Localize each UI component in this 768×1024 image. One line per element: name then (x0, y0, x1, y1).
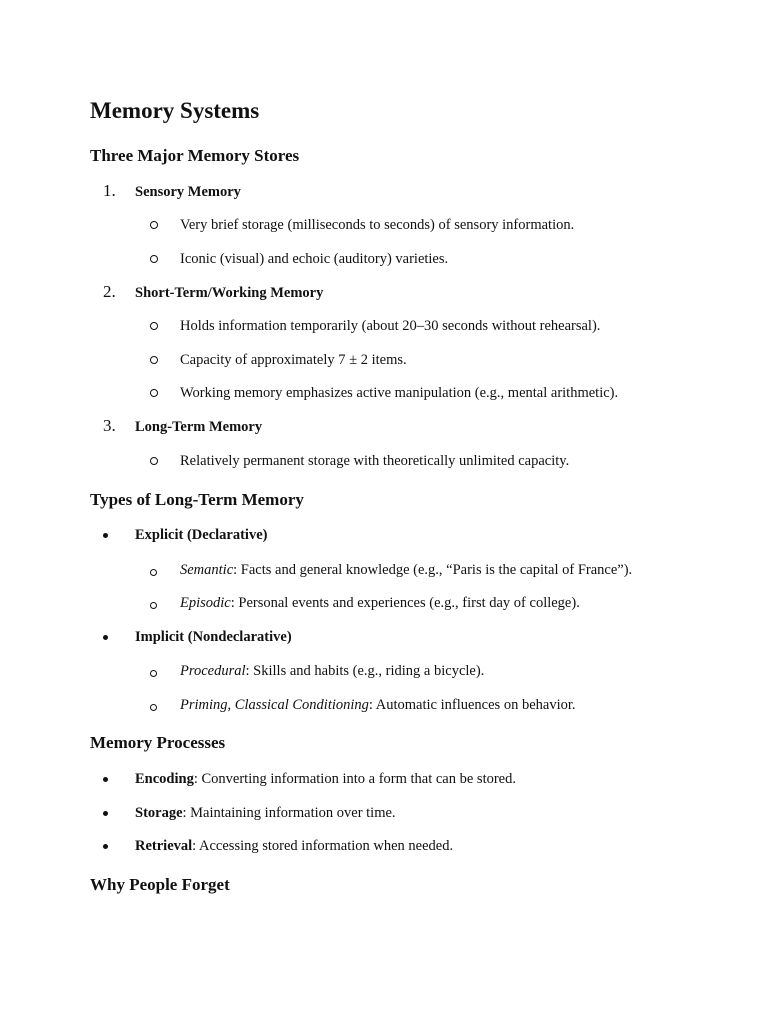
circle-bullet-icon (150, 322, 158, 330)
list-item-label: Sensory Memory (135, 184, 241, 200)
list-item (135, 772, 516, 787)
circle-bullet-icon (150, 255, 158, 263)
circle-bullet-icon (150, 389, 158, 397)
list-item: Very brief storage (milliseconds to seconds) of sensory information. (180, 217, 575, 233)
definition: : Accessing stored information when needed. (192, 838, 454, 854)
definition: : Personal events and experiences (e.g., first day of college). (230, 595, 580, 611)
list-item (135, 839, 453, 854)
list-item-label: Long-Term Memory (135, 419, 263, 435)
term: Storage (135, 805, 183, 821)
section-heading-stores: Three Major Memory Stores (90, 146, 300, 165)
definition: : Maintaining information over time. (182, 805, 396, 821)
definition: : Converting information into a form that can be stored. (193, 771, 516, 787)
bullet-icon (103, 533, 108, 538)
term: Semantic (180, 562, 234, 578)
term: Episodic (180, 595, 231, 611)
list-number: 2. (103, 282, 116, 301)
term: Retrieval (135, 838, 193, 854)
circle-bullet-icon (150, 569, 157, 576)
list-item (135, 806, 396, 821)
page-title: Memory Systems (90, 98, 260, 123)
list-item: Holds information temporarily (about 20–30 seconds without rehearsal). (180, 318, 601, 334)
list-item: Iconic (visual) and echoic (auditory) varieties. (180, 251, 449, 267)
list-item: Working memory emphasizes active manipulation (e.g., mental arithmetic). (180, 385, 619, 401)
section-heading-forget: Why People Forget (90, 875, 230, 894)
list-number: 3. (103, 416, 116, 435)
circle-bullet-icon (150, 356, 158, 364)
bullet-icon (103, 635, 108, 640)
circle-bullet-icon (150, 602, 157, 609)
definition: : Skills and habits (e.g., riding a bicycle). (245, 663, 485, 679)
list-item (180, 596, 580, 611)
circle-bullet-icon (150, 670, 157, 677)
circle-bullet-icon (150, 457, 158, 465)
term: Priming, Classical Conditioning (180, 697, 369, 713)
circle-bullet-icon (150, 704, 157, 711)
section-heading-processes: Memory Processes (90, 733, 226, 752)
bullet-icon (103, 777, 108, 782)
term: Encoding (135, 771, 194, 787)
list-item (180, 664, 484, 679)
list-item (180, 563, 632, 578)
term: Procedural (180, 663, 246, 679)
bullet-icon (103, 811, 108, 816)
definition: : Facts and general knowledge (e.g., “Paris is the capital of France”). (233, 562, 633, 578)
circle-bullet-icon (150, 221, 158, 229)
list-item: Capacity of approximately 7 ± 2 items. (180, 352, 407, 368)
section-heading-ltm-types: Types of Long-Term Memory (90, 490, 304, 509)
list-item-label: Explicit (Declarative) (135, 527, 268, 543)
list-item (180, 698, 576, 713)
list-number: 1. (103, 181, 116, 200)
list-item: Relatively permanent storage with theoretically unlimited capacity. (180, 453, 570, 469)
list-item-label: Implicit (Nondeclarative) (135, 629, 292, 645)
list-item-label: Short-Term/Working Memory (135, 285, 324, 301)
definition: : Automatic influences on behavior. (368, 697, 576, 713)
bullet-icon (103, 844, 108, 849)
